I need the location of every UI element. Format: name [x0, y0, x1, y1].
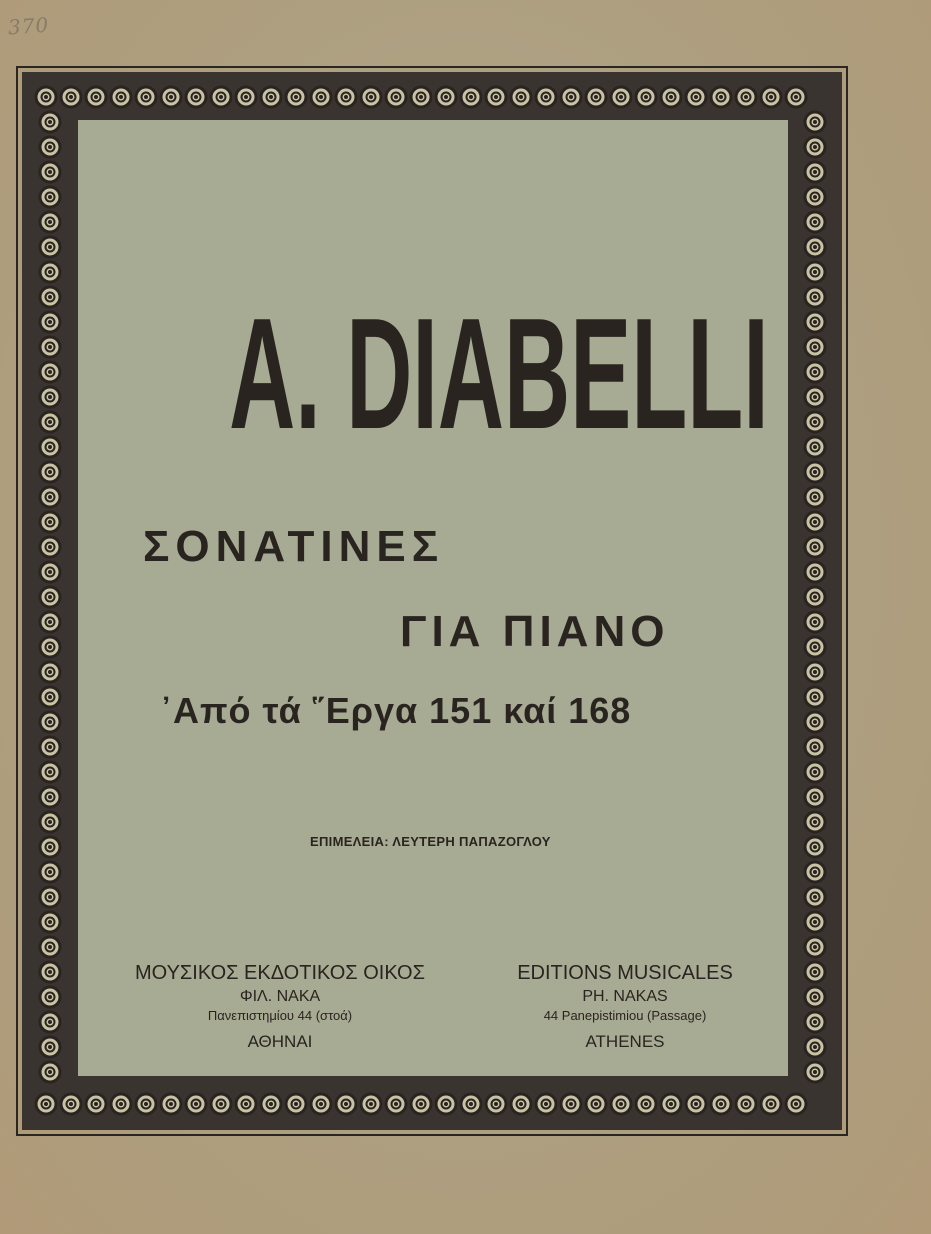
- border-dot: [94, 95, 98, 99]
- border-dot: [519, 1102, 523, 1106]
- border-dot: [219, 1102, 223, 1106]
- border-dot: [48, 120, 52, 124]
- editor-credit: ΕΠΙΜΕΛΕΙΑ: ΛΕΥΤΕΡΗ ΠΑΠΑΖΟΓΛΟΥ: [310, 834, 551, 849]
- border-dot: [48, 145, 52, 149]
- publisher-latin-name: EDITIONS MUSICALES: [517, 962, 733, 984]
- border-dot: [813, 345, 817, 349]
- border-dot: [619, 95, 623, 99]
- publisher-greek-address: Πανεπιστημίου 44 (στοά): [207, 1008, 353, 1023]
- border-dot: [94, 1102, 98, 1106]
- border-dot: [813, 595, 817, 599]
- border-dot: [494, 1102, 498, 1106]
- border-dot: [48, 670, 52, 674]
- border-dot: [813, 145, 817, 149]
- border-dot: [813, 570, 817, 574]
- border-dot: [444, 1102, 448, 1106]
- border-dot: [813, 220, 817, 224]
- border-dot: [294, 1102, 298, 1106]
- border-dot: [813, 1070, 817, 1074]
- border-dot: [394, 1102, 398, 1106]
- border-dot: [48, 195, 52, 199]
- border-dot: [48, 545, 52, 549]
- border-dot: [144, 1102, 148, 1106]
- border-dot: [469, 1102, 473, 1106]
- border-dot: [794, 1102, 798, 1106]
- border-dot: [144, 95, 148, 99]
- border-dot: [169, 1102, 173, 1106]
- border-dot: [194, 1102, 198, 1106]
- border-dot: [813, 720, 817, 724]
- border-dot: [794, 95, 798, 99]
- publisher-latin-address: 44 Panepistimiou (Passage): [543, 1008, 707, 1023]
- border-dot: [569, 95, 573, 99]
- border-dot: [813, 270, 817, 274]
- border-dot: [394, 95, 398, 99]
- border-dot: [813, 420, 817, 424]
- border-dot: [48, 1020, 52, 1024]
- border-dot: [48, 995, 52, 999]
- border-dot: [48, 695, 52, 699]
- border-dot: [44, 95, 48, 99]
- border-dot: [48, 795, 52, 799]
- border-dot: [544, 1102, 548, 1106]
- border-dot: [48, 445, 52, 449]
- border-dot: [644, 1102, 648, 1106]
- border-dot: [594, 1102, 598, 1106]
- border-dot: [813, 895, 817, 899]
- border-dot: [813, 995, 817, 999]
- border-dot: [813, 945, 817, 949]
- border-dot: [48, 820, 52, 824]
- border-dot: [48, 570, 52, 574]
- publisher-greek: [120, 962, 440, 1054]
- border-dot: [813, 195, 817, 199]
- border-dot: [669, 95, 673, 99]
- handwritten-mark: 370: [7, 12, 50, 40]
- publisher-latin-city: ATHENES: [585, 1032, 665, 1051]
- border-dot: [48, 170, 52, 174]
- border-dot: [813, 520, 817, 524]
- work-title: ΣΟΝΑΤΙΝΕΣ: [143, 522, 445, 571]
- border-dot: [813, 395, 817, 399]
- border-dot: [344, 95, 348, 99]
- border-dot: [444, 95, 448, 99]
- border-dot: [813, 970, 817, 974]
- border-dot: [48, 395, 52, 399]
- border-dot: [813, 120, 817, 124]
- border-dot: [519, 95, 523, 99]
- border-dot: [294, 95, 298, 99]
- publisher-latin-owner: PH. NAKAS: [582, 988, 668, 1005]
- border-dot: [219, 95, 223, 99]
- border-dot: [48, 720, 52, 724]
- border-dot: [48, 370, 52, 374]
- border-dot: [813, 795, 817, 799]
- border-dot: [344, 1102, 348, 1106]
- border-dot: [369, 95, 373, 99]
- border-dot: [48, 495, 52, 499]
- border-dot: [813, 295, 817, 299]
- border-dot: [48, 770, 52, 774]
- border-dot: [813, 820, 817, 824]
- border-dot: [813, 695, 817, 699]
- border-dot: [813, 920, 817, 924]
- border-dot: [48, 845, 52, 849]
- border-dot: [719, 95, 723, 99]
- border-dot: [48, 645, 52, 649]
- border-dot: [48, 270, 52, 274]
- border-dot: [48, 620, 52, 624]
- border-dot: [769, 95, 773, 99]
- border-dot: [619, 1102, 623, 1106]
- border-dot: [48, 245, 52, 249]
- border-dot: [48, 320, 52, 324]
- border-dot: [669, 1102, 673, 1106]
- border-dot: [244, 95, 248, 99]
- border-dot: [48, 895, 52, 899]
- border-dot: [813, 620, 817, 624]
- border-dot: [48, 745, 52, 749]
- border-dot: [813, 770, 817, 774]
- border-dot: [48, 520, 52, 524]
- border-dot: [48, 295, 52, 299]
- border-dot: [369, 1102, 373, 1106]
- border-dot: [569, 1102, 573, 1106]
- works-line: ᾿Από τά ῞Εργα 151 καί 168: [160, 690, 632, 731]
- border-dot: [644, 95, 648, 99]
- border-dot: [544, 95, 548, 99]
- border-dot: [744, 95, 748, 99]
- border-dot: [813, 870, 817, 874]
- border-dot: [813, 370, 817, 374]
- border-dot: [48, 870, 52, 874]
- border-dot: [469, 95, 473, 99]
- border-dot: [48, 970, 52, 974]
- border-dot: [244, 1102, 248, 1106]
- border-dot: [319, 1102, 323, 1106]
- border-dot: [48, 595, 52, 599]
- publisher-latin: [470, 962, 780, 1054]
- border-dot: [419, 95, 423, 99]
- border-dot: [719, 1102, 723, 1106]
- border-dot: [48, 220, 52, 224]
- border-dot: [48, 470, 52, 474]
- border-dot: [194, 95, 198, 99]
- publisher-greek-city: ΑΘΗΝΑΙ: [247, 1032, 313, 1051]
- border-dot: [269, 1102, 273, 1106]
- border-dot: [813, 545, 817, 549]
- border-dot: [48, 945, 52, 949]
- border-dot: [694, 95, 698, 99]
- border-dot: [769, 1102, 773, 1106]
- border-dot: [813, 845, 817, 849]
- border-dot: [48, 920, 52, 924]
- border-dot: [813, 245, 817, 249]
- border-dot: [813, 670, 817, 674]
- border-dot: [119, 1102, 123, 1106]
- border-dot: [419, 1102, 423, 1106]
- border-dot: [48, 420, 52, 424]
- border-dot: [319, 95, 323, 99]
- border-dot: [813, 645, 817, 649]
- border-dot: [813, 1020, 817, 1024]
- border-dot: [48, 1070, 52, 1074]
- publisher-greek-name: ΜΟΥΣΙΚΟΣ ΕΚΔΟΤΙΚΟΣ ΟΙΚΟΣ: [135, 962, 425, 984]
- border-dot: [69, 95, 73, 99]
- border-dot: [594, 95, 598, 99]
- publisher-greek-owner: ΦΙΛ. ΝΑΚΑ: [239, 988, 321, 1005]
- border-dot: [69, 1102, 73, 1106]
- composer-title: A. DIABELLI: [229, 286, 769, 462]
- border-dot: [744, 1102, 748, 1106]
- border-dot: [169, 95, 173, 99]
- border-dot: [813, 170, 817, 174]
- border-dot: [494, 95, 498, 99]
- border-dot: [813, 745, 817, 749]
- border-dot: [694, 1102, 698, 1106]
- border-dot: [44, 1102, 48, 1106]
- border-dot: [813, 320, 817, 324]
- border-dot: [813, 1045, 817, 1049]
- border-dot: [269, 95, 273, 99]
- border-dot: [813, 495, 817, 499]
- border-dot: [813, 470, 817, 474]
- border-dot: [813, 445, 817, 449]
- instrument-line: ΓΙΑ ΠΙΑΝΟ: [400, 607, 670, 656]
- border-dot: [48, 345, 52, 349]
- border-dot: [119, 95, 123, 99]
- border-dot: [48, 1045, 52, 1049]
